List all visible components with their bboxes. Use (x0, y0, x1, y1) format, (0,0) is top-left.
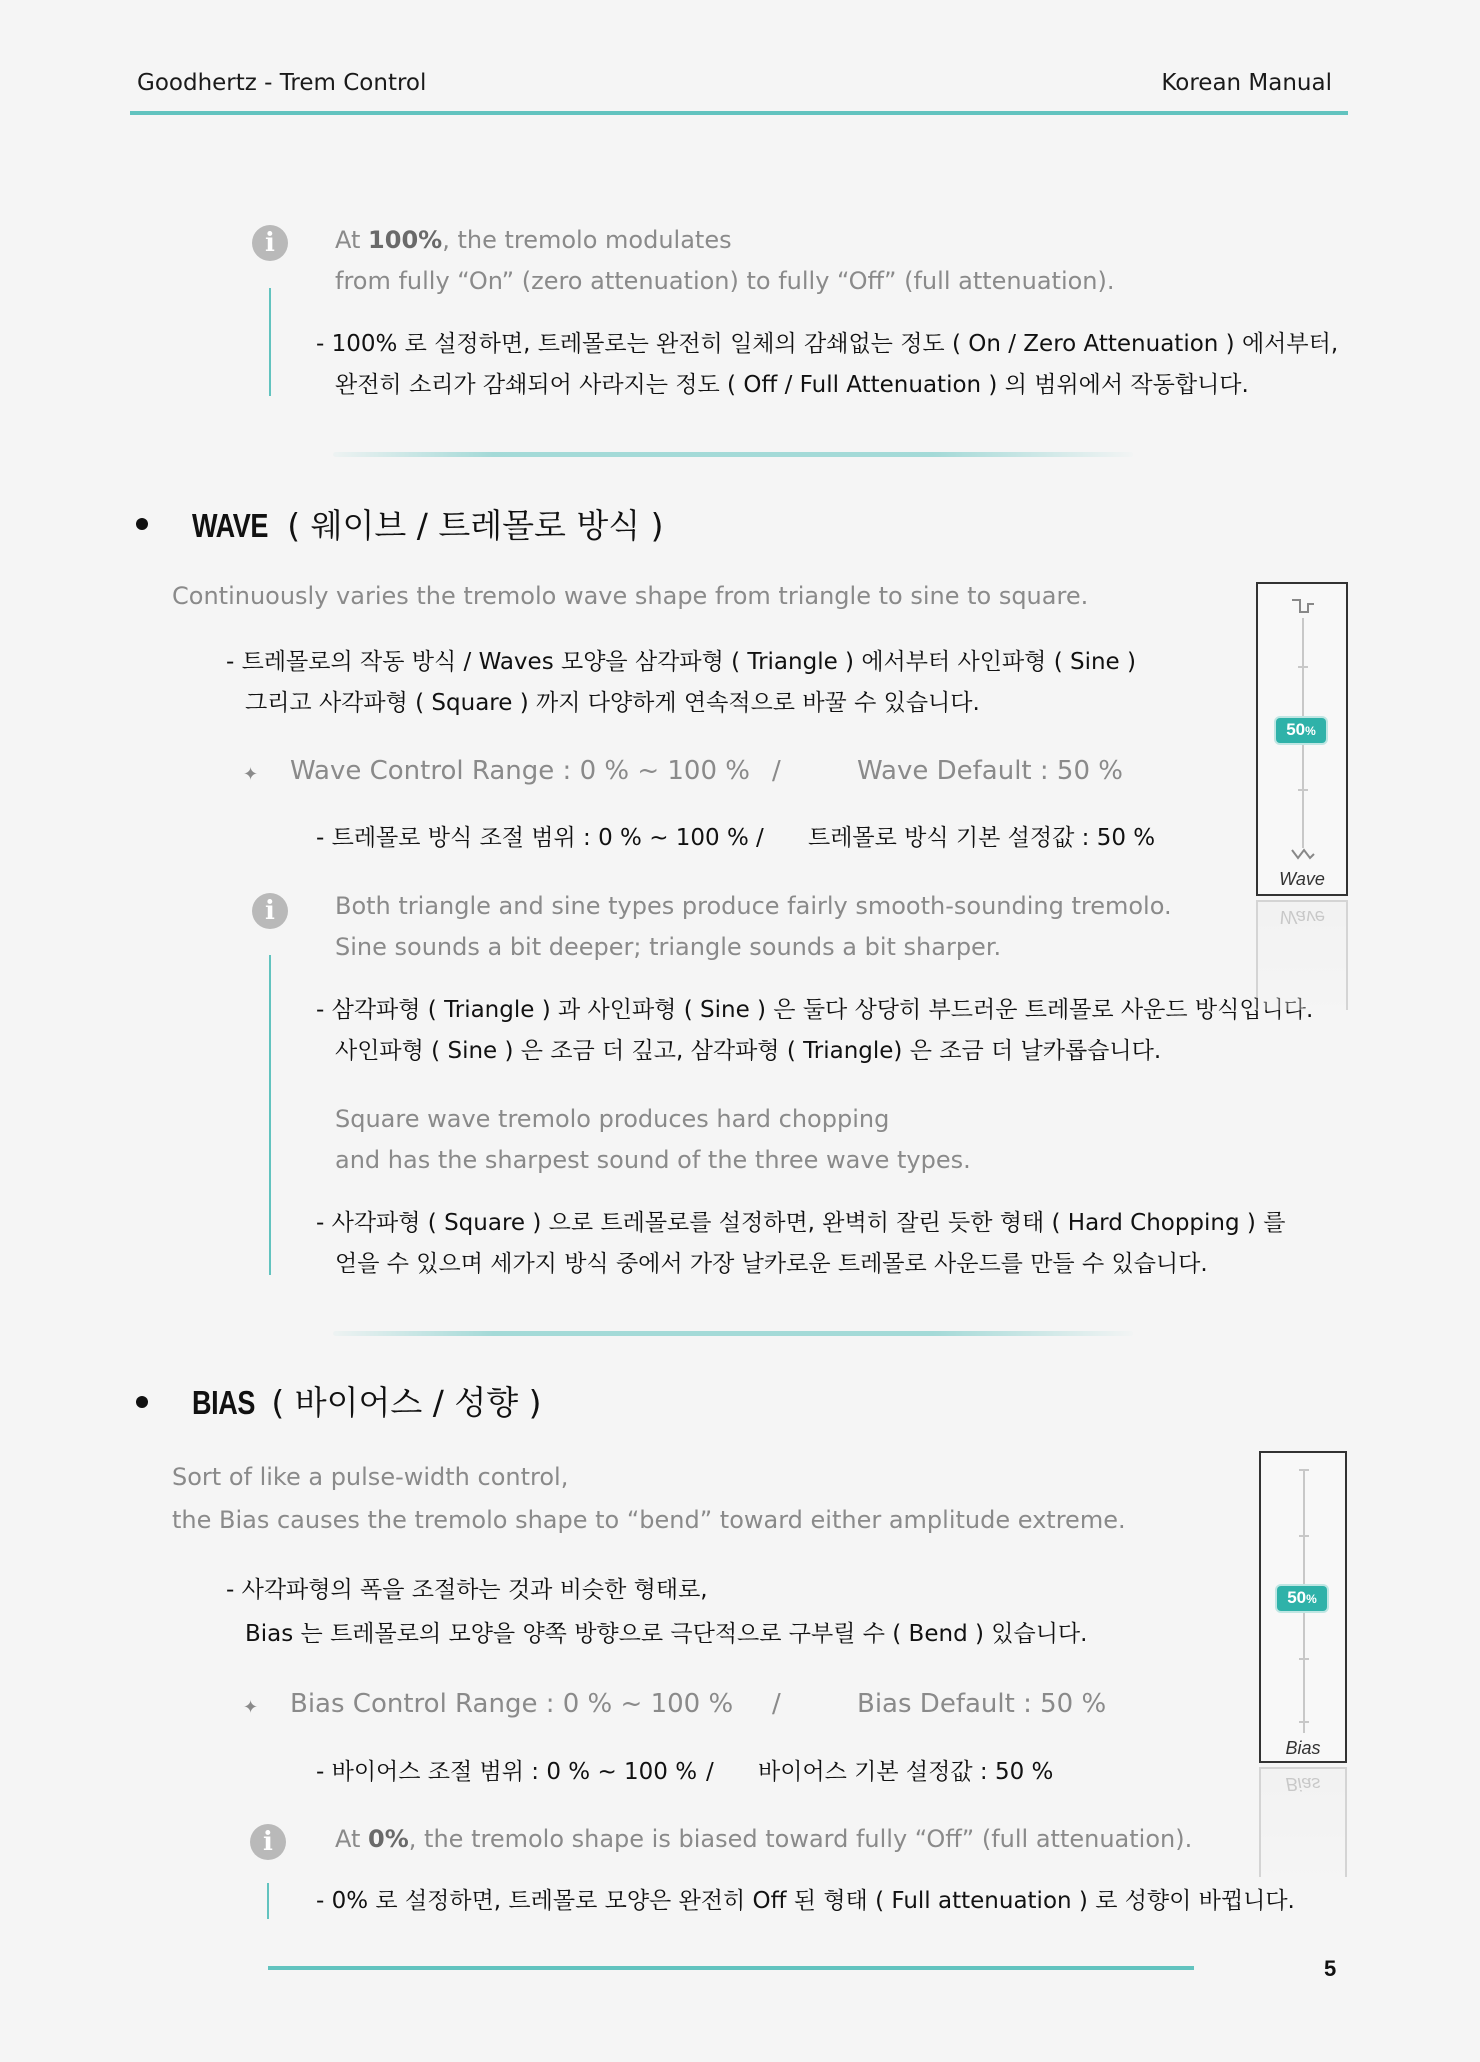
header-title: Goodhertz - Trem Control (137, 70, 427, 96)
wave-panel-reflection: Wave (1256, 900, 1348, 1010)
bias-panel-reflection: Bias (1259, 1767, 1347, 1877)
wave-description-en: Continuously varies the tremolo wave shape from triangle to sine to square. (172, 582, 1089, 610)
wave-panel-label: Wave (1279, 869, 1325, 889)
info-vertical-line (269, 288, 271, 396)
bias-control-panel[interactable] (1259, 1451, 1347, 1763)
bias-range-ko: - 바이어스 조절 범위 : 0 % ~ 100 % (316, 1759, 698, 1785)
bias-default-ko: 바이어스 기본 설정값 : 50 % (758, 1759, 1054, 1785)
bias-value-badge[interactable]: 50% (1277, 1586, 1327, 1611)
page-number: 5 (1324, 1956, 1337, 1981)
range-slash-ko: / (706, 1759, 714, 1785)
wave-default-ko: 트레몰로 방식 기본 설정값 : 50 % (808, 825, 1156, 851)
slider-tick (1298, 789, 1308, 791)
wave-default: Wave Default : 50 % (857, 756, 1123, 786)
range-slash: / (772, 1689, 781, 1719)
footer-divider (268, 1966, 1194, 1970)
info-icon: i (252, 225, 288, 261)
info-text-ko: - 100% 로 설정하면, 트레몰로는 완전히 일체의 감쇄없는 정도 ( On / Zero Attenuation ) 에서부터, 완전히 소리가 감쇄되어 사라지는 정도 ( Off / Full Attenuation ) 의 범위에서 작동합니다. (316, 331, 1339, 398)
info-text-en: At 100%, the tremolo modulates from fully “On” (zero attenuation) to fully “Off” (full attenuation). (335, 226, 1115, 295)
section-separator (333, 1331, 1133, 1336)
triangle-wave-icon (1290, 846, 1316, 862)
slider-tick (1298, 666, 1308, 668)
bias-control-range: Bias Control Range : 0 % ~ 100 % (290, 1689, 734, 1719)
info-vertical-line (267, 1883, 269, 1919)
square-wave-icon (1290, 596, 1316, 616)
range-slash-ko: / (756, 825, 764, 851)
bias-default: Bias Default : 50 % (857, 1689, 1107, 1719)
wave-control-panel[interactable] (1256, 582, 1348, 896)
wave-info-en-1: Both triangle and sine types produce fairly smooth-sounding tremolo. Sine sounds a bit deeper; triangle sounds a bit sharper. (335, 892, 1172, 961)
slider-tick (1299, 1535, 1309, 1537)
wave-value-badge[interactable]: 50% (1276, 718, 1326, 743)
bias-description-en: Sort of like a pulse-width control, the Bias causes the tremolo shape to “bend” toward either amplitude extreme. (172, 1463, 1126, 1534)
header-divider (130, 111, 1348, 115)
header-manual-label: Korean Manual (1161, 70, 1332, 96)
sparkle-icon: ✦ (243, 764, 259, 785)
bullet-point (136, 518, 148, 530)
slider-tick (1299, 1658, 1309, 1660)
range-slash: / (772, 756, 781, 786)
bias-panel-label: Bias (1285, 1738, 1321, 1758)
wave-info-ko-1: - 삼각파형 ( Triangle ) 과 사인파형 ( Sine ) 은 둘다 상당히 부드러운 트레몰로 사운드 방식입니다. 사인파형 ( Sine ) 은 조금 더 깊고, 삼각파형 ( Triangle) 은 조금 더 날카롭습니다. (316, 997, 1314, 1064)
wave-section-title: WAVE ( 웨이브 / 트레몰로 방식 ) (192, 506, 664, 545)
wave-info-en-2: Square wave tremolo produces hard chopping and has the sharpest sound of the three wave types. (335, 1105, 971, 1174)
bias-info-ko: - 0% 로 설정하면, 트레몰로 모양은 완전히 Off 된 형태 ( Full attenuation ) 로 성향이 바뀝니다. (316, 1888, 1295, 1914)
slider-tick (1299, 1721, 1309, 1723)
wave-range-ko: - 트레몰로 방식 조절 범위 : 0 % ~ 100 % (316, 825, 749, 851)
bias-info-en: At 0%, the tremolo shape is biased toward fully “Off” (full attenuation). (335, 1825, 1193, 1853)
wave-control-range: Wave Control Range : 0 % ~ 100 % (290, 756, 750, 786)
section-separator (333, 452, 1133, 457)
info-icon: i (250, 1824, 286, 1860)
wave-description-ko: - 트레몰로의 작동 방식 / Waves 모양을 삼각파형 ( Triangle ) 에서부터 사인파형 ( Sine ) 그리고 사각파형 ( Square ) 까지 다양하게 연속적으로 바꿀 수 있습니다. (226, 649, 1136, 716)
info-vertical-line (269, 955, 271, 1275)
info-icon: i (252, 893, 288, 929)
bullet-point (136, 1396, 148, 1408)
sparkle-icon: ✦ (243, 1697, 259, 1718)
wave-info-ko-2: - 사각파형 ( Square ) 으로 트레몰로를 설정하면, 완벽히 잘린 듯한 형태 ( Hard Chopping ) 를 얻을 수 있으며 세가지 방식 중에서 가장 날카로운 트레몰로 사운드를 만들 수 있습니다. (316, 1210, 1286, 1277)
bias-section-title: BIAS ( 바이어스 / 성향 ) (192, 1383, 542, 1422)
bias-description-ko: - 사각파형의 폭을 조절하는 것과 비슷한 형태로, Bias 는 트레몰로의 모양을 양쪽 방향으로 극단적으로 구부릴 수 ( Bend ) 있습니다. (226, 1577, 1088, 1647)
